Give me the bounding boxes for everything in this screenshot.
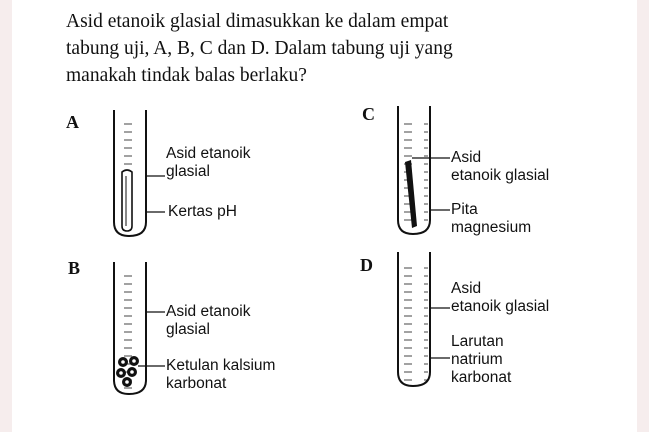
test-tube-c — [398, 106, 450, 234]
question-line: tabung uji, A, B, C dan D. Dalam tabung uji yang — [66, 38, 453, 59]
liquid-d — [400, 262, 428, 382]
callout-line: etanoik glasial — [451, 298, 550, 315]
callout-line: karbonat — [166, 375, 227, 392]
callout-line: Asid — [451, 280, 482, 297]
tube-label-c: C — [362, 104, 375, 124]
question-line: Asid etanoik glasial dimasukkan ke dalam empat — [66, 11, 449, 32]
tube-label-d: D — [360, 255, 373, 275]
callout-line: glasial — [166, 321, 210, 338]
ph-paper-strip — [122, 170, 132, 231]
question-line: manakah tindak balas berlaku? — [66, 65, 307, 86]
callout-line: Pita — [451, 201, 478, 218]
callout-acid-d — [451, 280, 549, 316]
callout-acid-c — [451, 149, 549, 185]
callout-line: Kertas pH — [168, 203, 237, 220]
callout-line: etanoik glasial — [451, 167, 550, 184]
callout-line: Ketulan kalsium — [166, 357, 276, 374]
callout-line: Asid etanoik — [166, 303, 251, 320]
callout-ph-paper — [168, 203, 237, 221]
callout-acid-a — [166, 145, 250, 181]
callout-line: glasial — [166, 163, 210, 180]
callout-magnesium — [451, 201, 531, 237]
callout-line: Larutan — [451, 333, 504, 350]
callout-line: natrium — [451, 351, 503, 368]
callout-line: magnesium — [451, 219, 532, 236]
callout-line: Asid — [451, 149, 482, 166]
callout-line: Asid etanoik — [166, 145, 251, 162]
callout-sodium-carbonate — [451, 333, 511, 387]
test-tube-b — [114, 262, 165, 394]
tube-label-b: B — [68, 258, 81, 278]
test-tube-a — [114, 110, 165, 236]
callout-line: karbonat — [451, 369, 512, 386]
callout-acid-b — [166, 303, 250, 339]
test-tube-d — [398, 252, 450, 386]
tube-label-a: A — [66, 112, 79, 132]
callout-calcium-carbonate — [166, 357, 275, 393]
